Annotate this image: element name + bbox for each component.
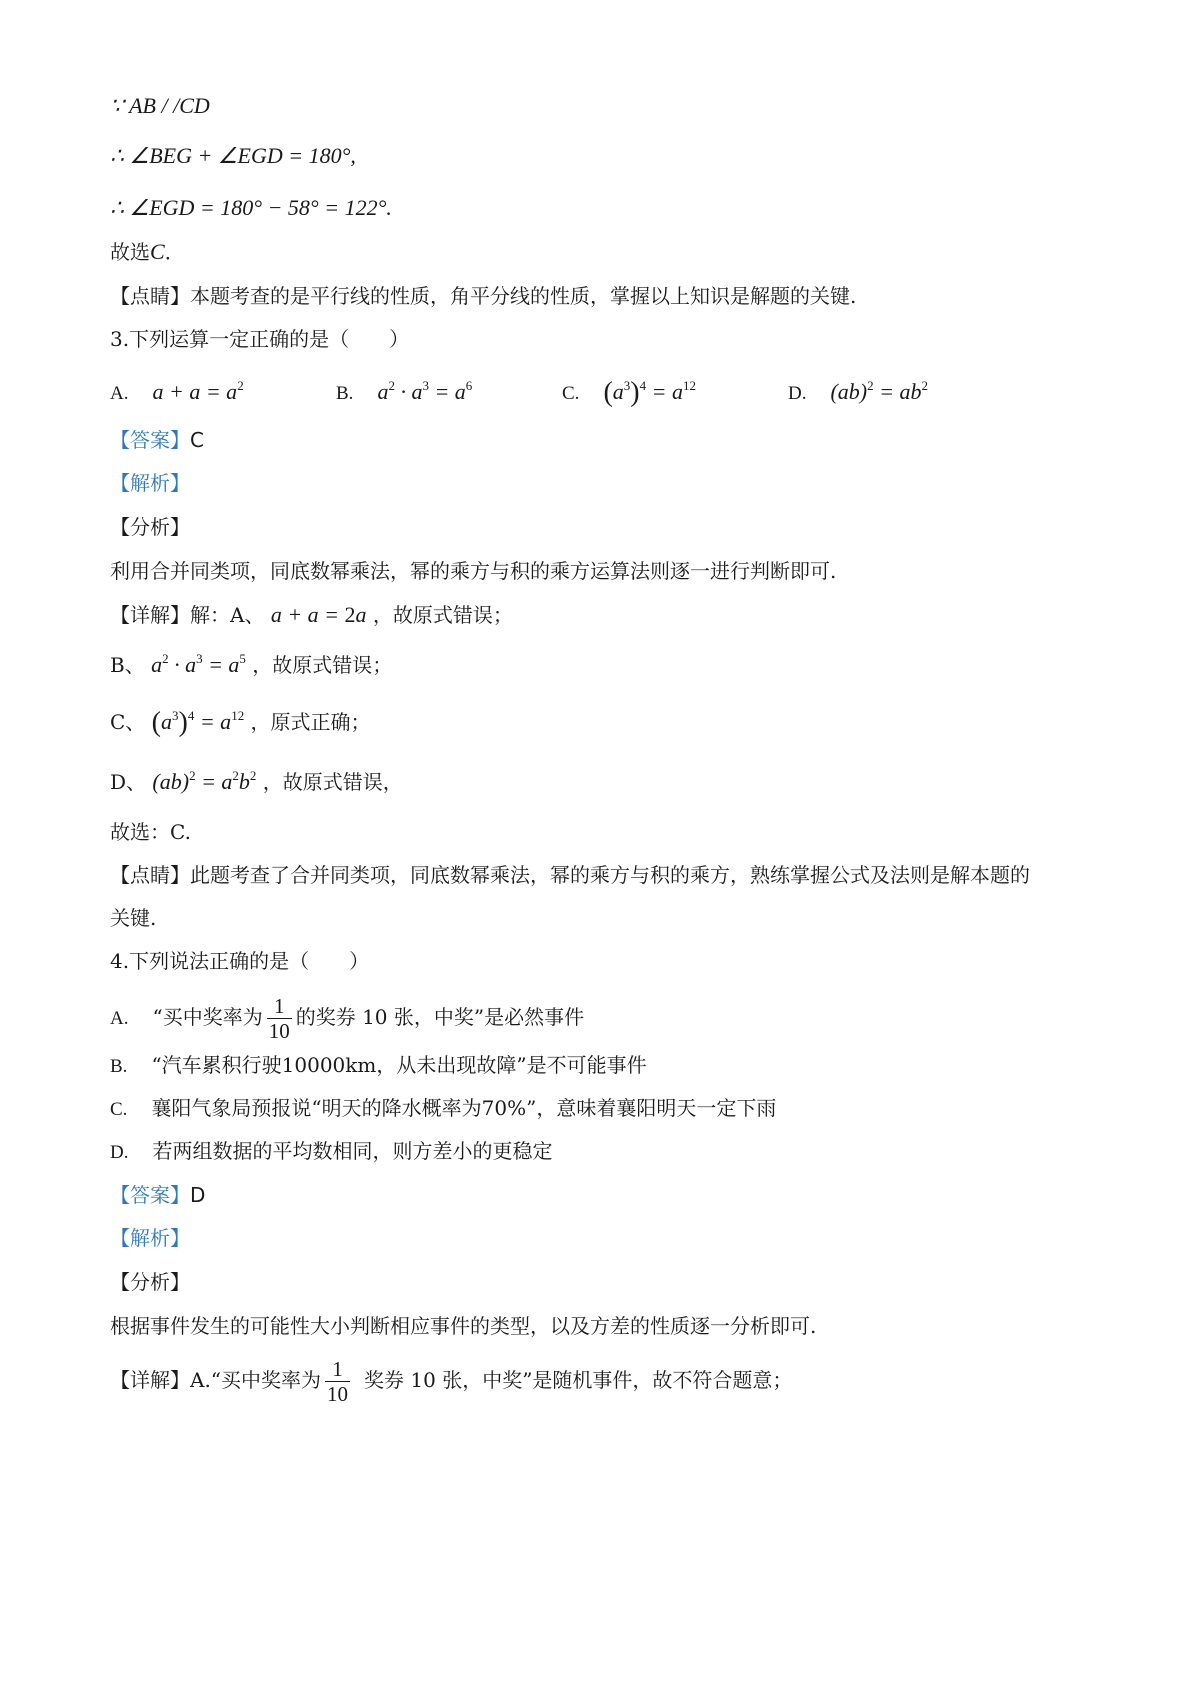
q3-option-a: A. $a + a = a^2$ xyxy=(110,378,244,404)
q3-option-c-label: C. xyxy=(562,383,580,404)
prev-choice-prefix: 故选 xyxy=(110,240,150,264)
prev-dianjing-tag: 【点睛】 xyxy=(110,284,190,308)
q3-option-a-label: A. xyxy=(110,383,129,404)
proof-line-parallel: ∵ AB / /CD xyxy=(110,93,210,118)
q4-option-d-text: 若两组数据的平均数相同，则方差小的更稳定 xyxy=(152,1139,553,1163)
q4-xiangjie-frac-num: 1 xyxy=(332,1357,343,1381)
q4-answer-line xyxy=(110,1175,1100,1215)
q3-xiangjie-c-suffix: ，原式正确； xyxy=(250,710,371,734)
q3-option-d-label: D. xyxy=(788,383,807,404)
q4-xiangjie-a xyxy=(110,1357,1100,1406)
q4-option-b-label: B. xyxy=(110,1056,128,1077)
q3-fenxi-tag: 【分析】 xyxy=(110,515,190,539)
q3-xiangjie-a: 【详解】解：A、 a + a = 2a ，故原式错误； xyxy=(110,602,513,627)
prev-choice-suffix: ． xyxy=(164,240,185,264)
q4-option-c-label: C. xyxy=(110,1099,128,1120)
q3-option-a-expr: a + a = a xyxy=(152,379,238,404)
prev-dianjing-line xyxy=(110,276,1100,316)
q4-xiangjie-fraction xyxy=(325,1357,350,1406)
q3-fenxi-text: 利用合并同类项，同底数幂乘法，幂的乘方与积的乘方运算法则逐一进行判断即可. xyxy=(110,559,837,583)
q3-xiangjie-b: B、 $a^2 \cdot a^3 = a^5$ ，故原式错误； xyxy=(110,651,393,677)
q3-guxuan: 故选：C. xyxy=(110,820,191,844)
prev-choice-var: C xyxy=(150,239,165,264)
q3-xiangjie-c: C、 $(a^3)^4 = a^{12}$ ，原式正确； xyxy=(110,707,371,738)
q3-xiangjie-d-suffix: ，故原式错误， xyxy=(262,770,403,794)
prev-dianjing-text: 本题考查的是平行线的性质，角平分线的性质，掌握以上知识是解题的关键. xyxy=(190,284,857,308)
q3-answer-tag: 【答案】 xyxy=(110,428,190,452)
q3-xiangjie-b-suffix: ，故原式错误； xyxy=(252,653,393,677)
proof-line-angle-sum: ∴ ∠BEG + ∠EGD = 180°, xyxy=(110,143,356,168)
q4-xiangjie-pre: A.“买中奖率为 xyxy=(190,1368,322,1392)
proof-line-angle-result: ∴ ∠EGD = 180° − 58° = 122°. xyxy=(110,195,392,220)
q4-answer-value: D xyxy=(190,1183,206,1207)
q4-option-a-frac-num: 1 xyxy=(273,994,285,1018)
q4-jiexi-tag: 【解析】 xyxy=(110,1226,190,1250)
q3-option-d: D. $(ab)^2 = ab^2$ xyxy=(788,378,928,404)
q3-xiangjie-a-prefix: 解：A、 xyxy=(190,603,265,627)
q4-fenxi-tag: 【分析】 xyxy=(110,1270,190,1294)
q3-jiexi-tag: 【解析】 xyxy=(110,471,190,495)
q4-option-a-label: A. xyxy=(110,1008,129,1029)
prev-choice-line xyxy=(110,232,1100,272)
q3-option-b: B. $a^2 \cdot a^3 = a^6$ xyxy=(336,378,473,404)
q3-xiangjie-d: D、 $(ab)^2 = a^2b^2$ ，故原式错误， xyxy=(110,768,403,794)
q4-option-c-text: 襄阳气象局预报说“明天的降水概率为70%”，意味着襄阳明天一定下雨 xyxy=(151,1096,777,1120)
q4-xiangjie-post: 奖券 10 张，中奖”是随机事件，故不符合题意； xyxy=(364,1368,793,1392)
q4-answer-tag: 【答案】 xyxy=(110,1183,190,1207)
q4-option-a-pre: “买中奖率为 xyxy=(152,1005,263,1029)
q3-dianjing-line1 xyxy=(110,855,1100,895)
q3-dianjing-tag: 【点睛】 xyxy=(110,863,190,887)
q3-xiangjie-d-prefix: D、 xyxy=(110,770,147,794)
q4-option-b xyxy=(110,1045,1100,1085)
q4-option-d-label: D. xyxy=(110,1142,129,1163)
q4-option-d xyxy=(110,1131,1100,1171)
q4-xiangjie-tag: 【详解】 xyxy=(110,1368,190,1392)
q3-dianjing-line2: 关键. xyxy=(110,906,157,930)
q3-answer-value: C xyxy=(190,428,204,452)
q4-option-a-fraction xyxy=(267,994,292,1043)
q4-xiangjie-frac-den: 10 xyxy=(327,1382,349,1406)
q4-fenxi-text: 根据事件发生的可能性大小判断相应事件的类型，以及方差的性质逐一分析即可. xyxy=(110,1314,817,1338)
q3-dianjing-text1: 此题考查了合并同类项，同底数幂乘法，幂的乘方与积的乘方，熟练掌握公式及法则是解本题的 xyxy=(190,863,1030,887)
q4-option-c xyxy=(110,1088,1100,1128)
q4-option-a-post: 的奖券 10 张，中奖”是必然事件 xyxy=(295,1005,585,1029)
q3-xiangjie-b-prefix: B、 xyxy=(110,653,145,677)
q3-xiangjie-tag: 【详解】 xyxy=(110,603,190,627)
q3-option-b-label: B. xyxy=(336,383,354,404)
q4-option-a xyxy=(110,994,1100,1043)
q4-stem: 4.下列说法正确的是（ ） xyxy=(110,949,370,973)
q3-stem: 3.下列运算一定正确的是（ ） xyxy=(110,327,410,351)
q3-options xyxy=(110,372,1100,412)
q3-xiangjie-c-prefix: C、 xyxy=(110,710,146,734)
q4-option-b-text: “汽车累积行驶10000km，从未出现故障”是不可能事件 xyxy=(151,1053,647,1077)
q3-option-c: C. $(a^3)^4 = a^{12}$ xyxy=(562,377,696,408)
q4-option-a-frac-den: 10 xyxy=(268,1019,290,1043)
q3-answer-line xyxy=(110,420,1100,460)
q3-xiangjie-a-suffix: ，故原式错误； xyxy=(372,603,513,627)
